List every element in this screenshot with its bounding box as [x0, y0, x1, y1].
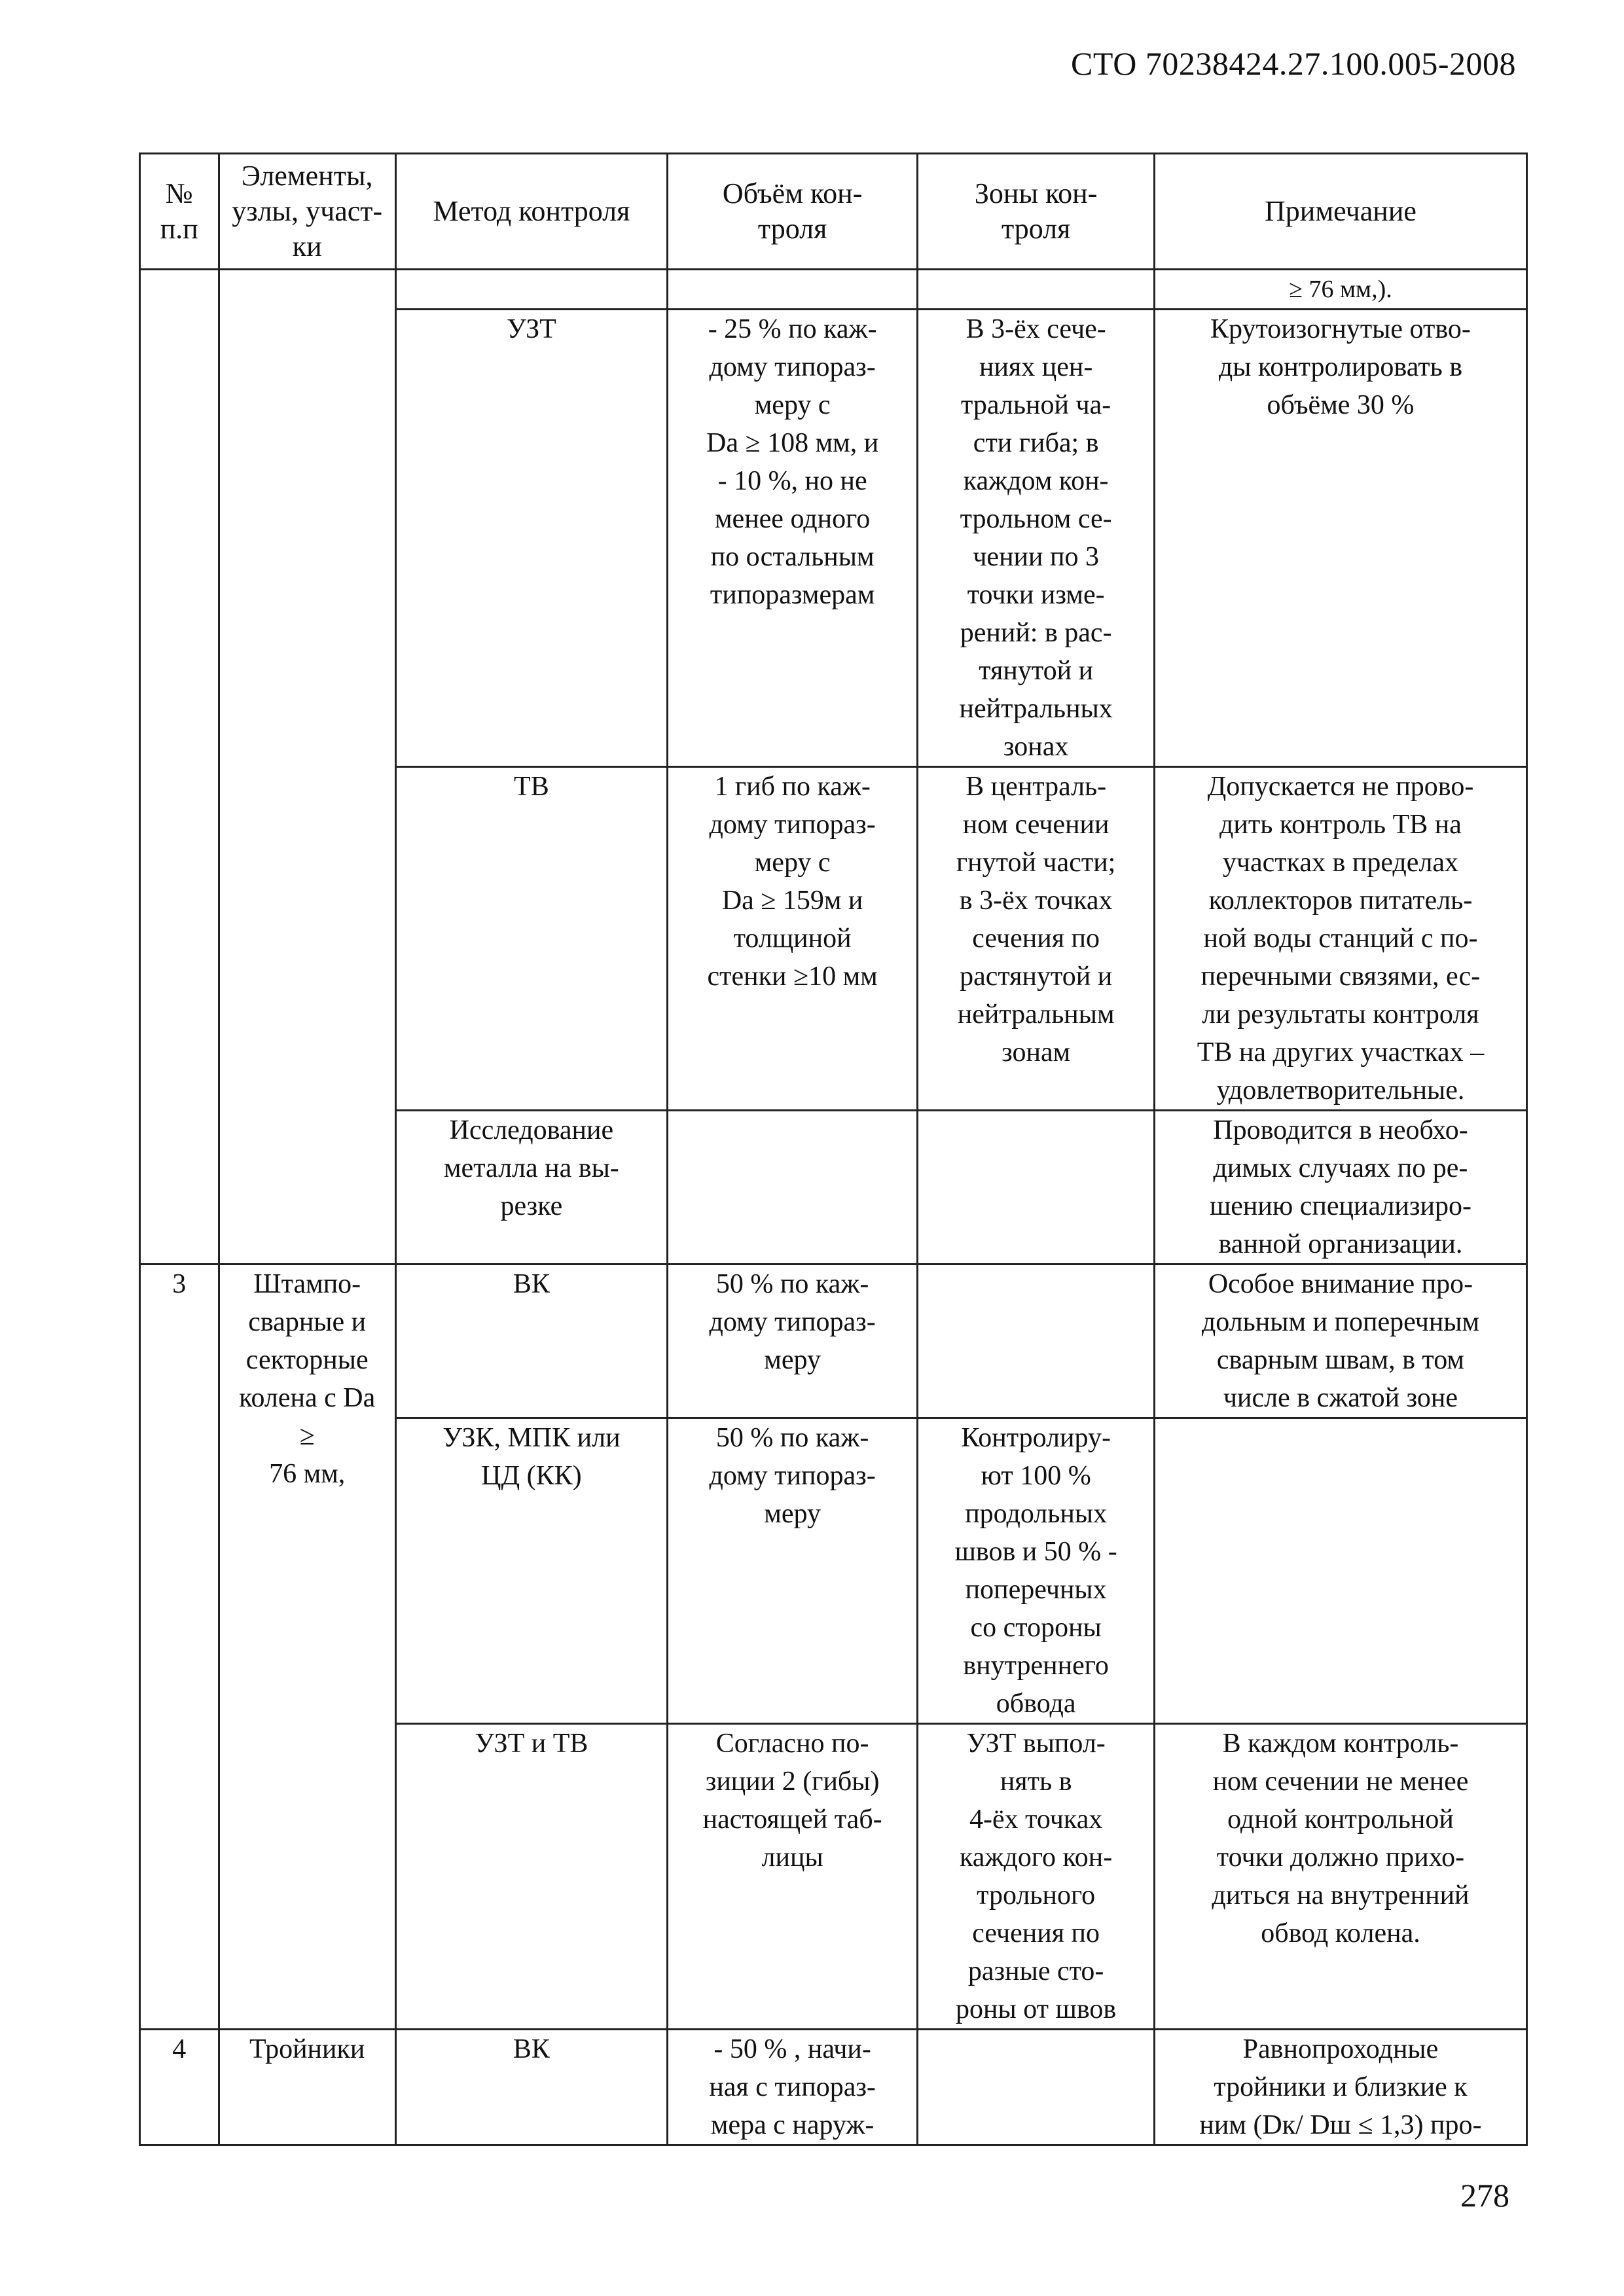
cell-method: Исследование металла на вы- резке [395, 1111, 667, 1265]
cell-note: Проводится в необхо- димых случаях по ре- шению специализиро- ванной организации. [1154, 1111, 1526, 1265]
cell-method: ВК [395, 2030, 667, 2145]
table-header-row [140, 154, 1527, 270]
header-num: № п.п [140, 154, 219, 270]
control-norms-table [139, 152, 1528, 2146]
cell-num [140, 270, 219, 1265]
cell-method [395, 270, 667, 310]
cell-volume: - 25 % по каж- дому типораз- меру с Da ≥ 108 мм, и - 10 %, но не менее одного по остальным типоразмерам [667, 310, 918, 767]
cell-zones: Контролиру- ют 100 % продольных швов и 50 % - поперечных со стороны внутреннего обвода [918, 1418, 1155, 1724]
cell-zones: УЗТ выпол- нять в 4-ёх точках каждого кон- трольного сечения по разные сто- роны от швов [918, 1724, 1155, 2030]
header-note: Примечание [1154, 154, 1526, 270]
document-code: СТО 70238424.27.100.005-2008 [1071, 45, 1516, 82]
cell-element: Штампо- сварные и секторные колена с Da ≥ 76 мм, [219, 1265, 395, 2030]
header-elements: Элементы, узлы, участ- ки [219, 154, 395, 270]
cell-element: Тройники [219, 2030, 395, 2145]
cell-volume [667, 270, 918, 310]
table-row [140, 1265, 1527, 1418]
cell-note: Крутоизогнутые отво- ды контролировать в объёме 30 % [1154, 310, 1526, 767]
cell-note: Допускается не прово- дить контроль ТВ на участках в пределах коллекторов питатель- ной воды станций с по- перечными связями, ес- ли результаты контроля ТВ на других участках – удовлетворительные. [1154, 767, 1526, 1111]
cell-volume: Согласно по- зиции 2 (гибы) настоящей таб- лицы [667, 1724, 918, 2030]
cell-method: ТВ [395, 767, 667, 1111]
cell-num: 3 [140, 1265, 219, 2030]
cell-volume: - 50 % , начи- ная с типораз- мера с наруж- [667, 2030, 918, 2145]
cell-zones: В централь- ном сечении гнутой части; в 3-ёх точках сечения по растянутой и нейтральным зонам [918, 767, 1155, 1111]
cell-element [219, 270, 395, 1265]
header-volume: Объём кон- троля [667, 154, 918, 270]
cell-zones [918, 270, 1155, 310]
cell-note [1154, 1418, 1526, 1724]
cell-note: В каждом контроль- ном сечении не менее одной контрольной точки должно прихо- диться на внутренний обвод колена. [1154, 1724, 1526, 2030]
cell-note: Особое внимание про- дольным и поперечным сварным швам, в том числе в сжатой зоне [1154, 1265, 1526, 1418]
cell-zones [918, 1111, 1155, 1265]
cell-volume: 50 % по каж- дому типораз- меру [667, 1265, 918, 1418]
cell-note: ≥ 76 мм,). [1154, 270, 1526, 310]
cell-method: УЗТ и ТВ [395, 1724, 667, 2030]
cell-zones: В 3-ёх сече- ниях цен- тральной ча- сти гиба; в каждом кон- трольном се- чении по 3 точки изме- рений: в рас- тянутой и нейтральных зонах [918, 310, 1155, 767]
cell-volume: 50 % по каж- дому типораз- меру [667, 1418, 918, 1724]
cell-method: УЗК, МПК или ЦД (КК) [395, 1418, 667, 1724]
cell-zones [918, 1265, 1155, 1418]
cell-volume: 1 гиб по каж- дому типораз- меру с Da ≥ 159м и толщиной стенки ≥10 мм [667, 767, 918, 1111]
cell-zones [918, 2030, 1155, 2145]
page-number: 278 [1460, 2177, 1509, 2214]
header-method: Метод контроля [395, 154, 667, 270]
table-row [140, 270, 1527, 310]
cell-volume [667, 1111, 918, 1265]
cell-method: УЗТ [395, 310, 667, 767]
header-zones: Зоны кон- троля [918, 154, 1155, 270]
table-row [140, 2030, 1527, 2145]
cell-method: ВК [395, 1265, 667, 1418]
cell-note: Равнопроходные тройники и близкие к ним (Dк/ Dш ≤ 1,3) про- [1154, 2030, 1526, 2145]
cell-num: 4 [140, 2030, 219, 2145]
